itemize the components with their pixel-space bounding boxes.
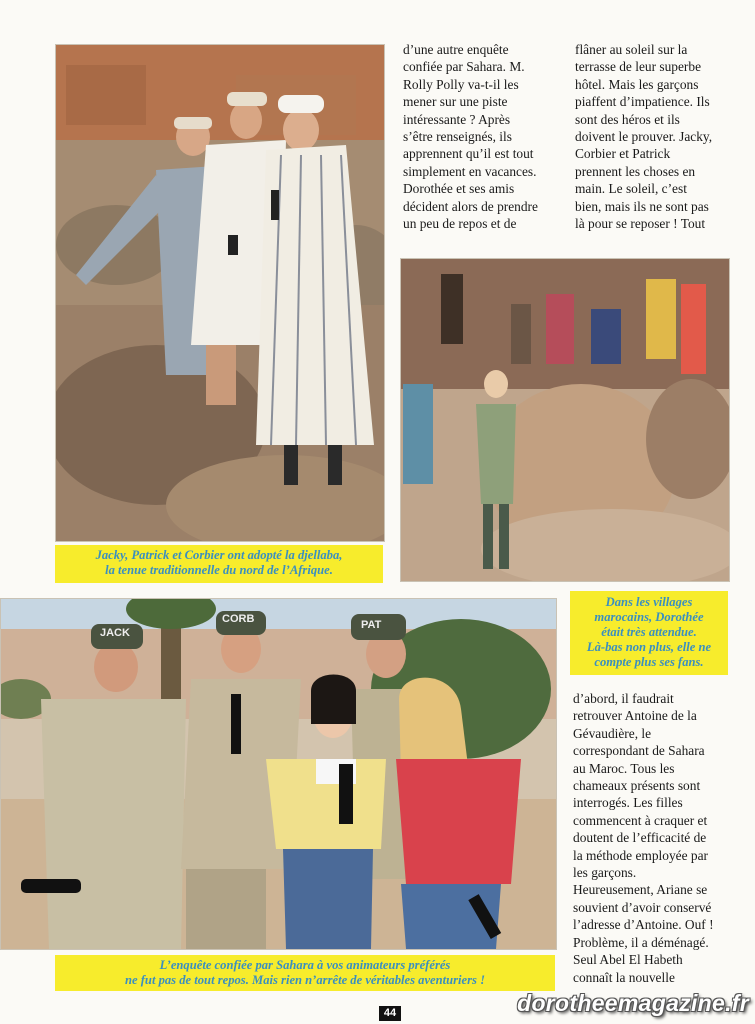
cap-label-pat: PAT xyxy=(361,619,382,631)
photo-djellaba-group xyxy=(55,44,385,542)
cap-label-jack: JACK xyxy=(100,627,130,639)
photo-team-caps xyxy=(0,598,557,950)
photo-village-dorothee xyxy=(400,258,730,582)
watermark: dorotheemagazine.fr xyxy=(517,990,749,1016)
article-col-top-middle: d’une autre enquête confiée par Sahara. M. Rolly Polly va-t-il les mener sur une piste intéressante ? Après s’être renseignés, ils apprennent qu’il est tout simplement en vacances. Dorothée et ses amis décident alors de prendre un peu de repos et de xyxy=(403,42,538,232)
article-col-top-right: flâner au soleil sur la terrasse de leur superbe hôtel. Mais les garçons piaffent d’impatience. Ils sont des héros et ils doivent le prouver. Jacky, Corbier et Patrick prennent les choses en main. Le soleil, c’est bien, mais ils ne sont pas là pour se reposer ! Tout xyxy=(575,42,713,232)
caption-village: Dans les villages marocains, Dorothée était très attendue. Là-bas non plus, elle ne compte plus ses fans. xyxy=(570,591,728,675)
caption-djellaba: Jacky, Patrick et Corbier ont adopté la djellaba, la tenue traditionnelle du nord de l’Afrique. xyxy=(55,545,383,583)
caption-enquete: L’enquête confiée par Sahara à vos animateurs préférés ne fut pas de tout repos. Mais rien n’arrête de véritables aventuriers ! xyxy=(55,955,555,991)
page-number: 44 xyxy=(379,1006,401,1021)
cap-label-corb: CORB xyxy=(222,613,255,625)
article-col-bottom-right: d’abord, il faudrait retrouver Antoine de la Gévaudière, le correspondant de Sahara au Maroc. Tous les chameaux présents sont interrogés. Les filles commencent à craquer et doutent de l’efficacité de la méthode employée par les garçons. Heureusement, Ariane se souvient d’avoir conservé l’adresse d’Antoine. Ouf ! Problème, il a déménagé. Seul Abel El Habeth connaît la nouvelle xyxy=(573,691,714,985)
